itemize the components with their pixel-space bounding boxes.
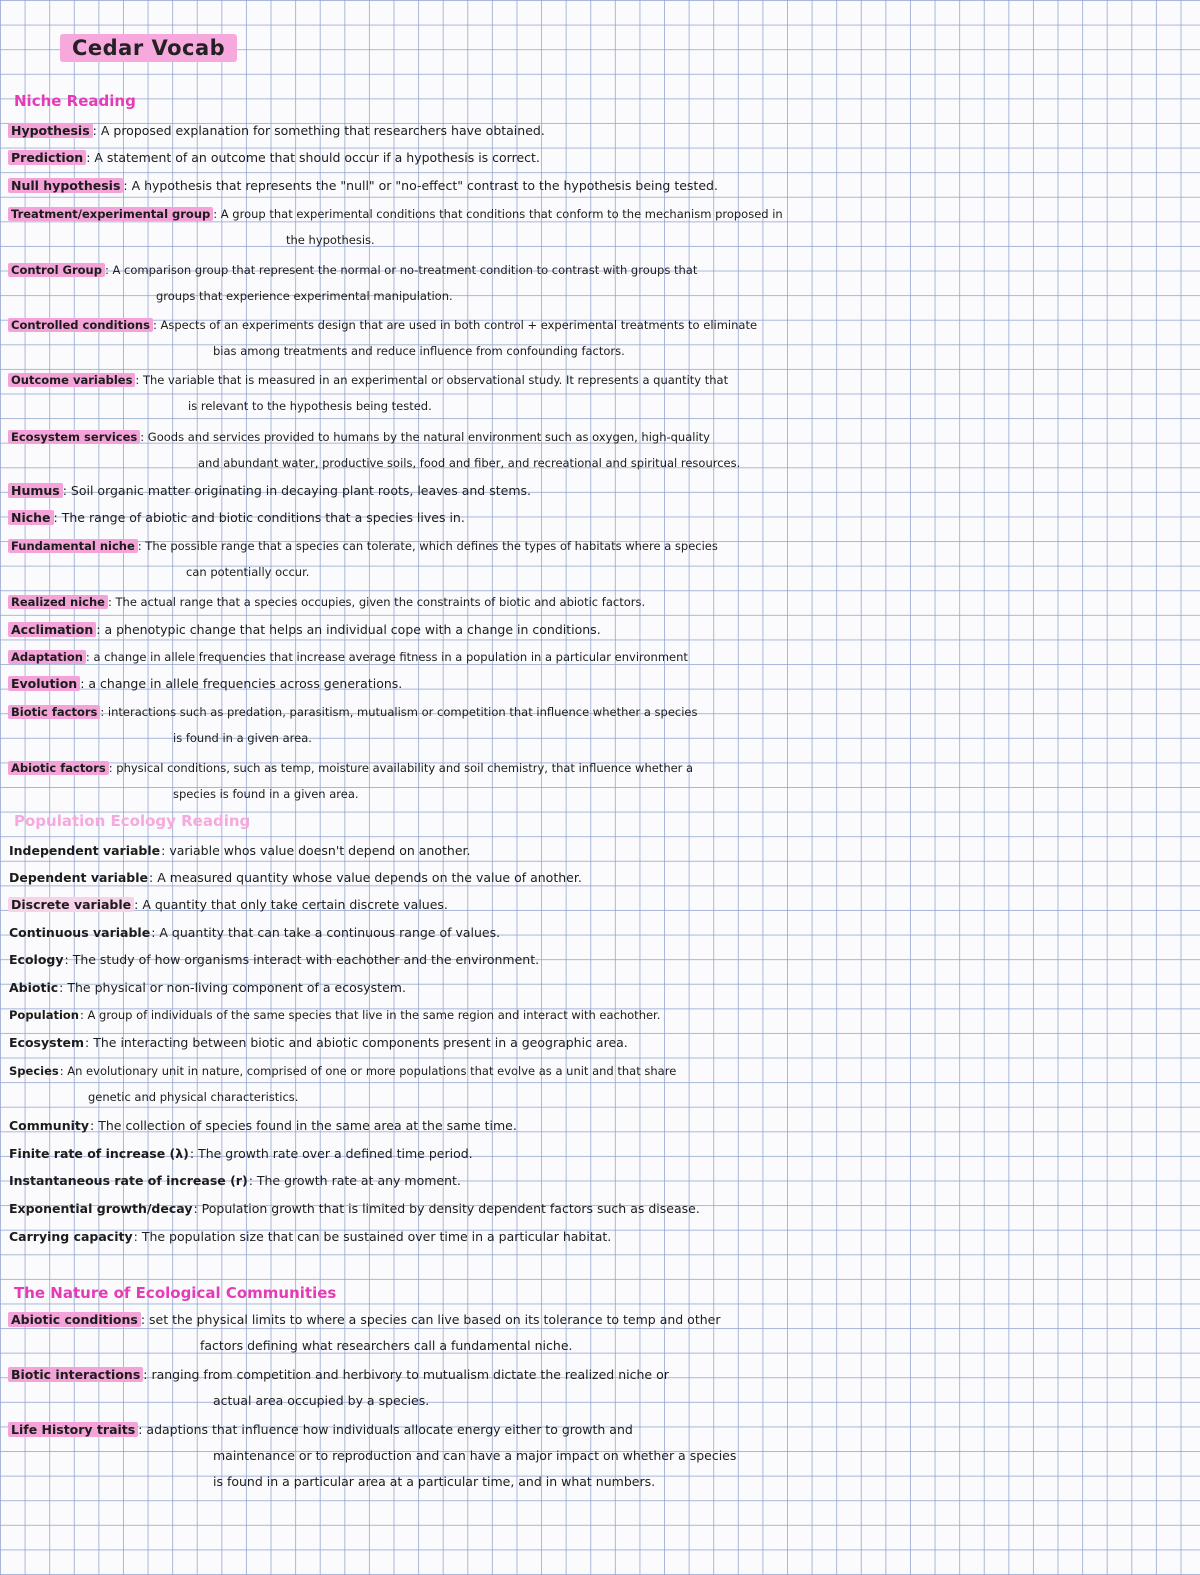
term: Niche [8,510,54,525]
term: Ecology [9,952,64,967]
entry-abiotic-factors: Abiotic factors : physical conditions, such as temp, moisture availability and soil chemistry, that influence whether a species is found in a given area. [8,755,1194,807]
entry-biotic-factors: Biotic factors : interactions such as predation, parasitism, mutualism or competition that influence whether a species is found in a given area. [8,699,1194,751]
definition: adaptions that influence how individuals allocate energy either to growth and [146,1422,633,1437]
definition: variable whos value doesn't depend on another. [169,843,471,858]
term: Ecosystem [9,1035,85,1050]
definition: physical conditions, such as temp, moisture availability and soil chemistry, that influence whether a [116,761,694,775]
definition: ranging from competition and herbivory to mutualism dictate the realized niche or [151,1367,669,1382]
definition: Aspects of an experiments design that are used in both control + experimental treatments to eliminate [160,318,758,332]
entry-humus: Humus : Soil organic matter originating in decaying plant roots, leaves and stems. [8,478,1194,504]
term: Control Group [8,263,105,277]
term: Population [9,1008,79,1022]
section-heading-population-ecology: Population Ecology Reading [14,812,251,830]
section-heading-ecological-communities: The Nature of Ecological Communities [14,1284,337,1302]
definition: The variable that is measured in an experimental or observational study. It represents a quantity that [142,373,729,387]
term: Abiotic [9,980,59,995]
entry-ecosystem: Ecosystem: The interacting between biotic and abiotic components present in a geographic area. [9,1035,628,1050]
entry-species: Species: An evolutionary unit in nature, comprised of one or more populations that evolve as a unit and that share genetic and physical characteristics. [8,1058,1194,1110]
entry-treatment-group: Treatment/experimental group : A group that experimental conditions that conditions that conform to the mechanism proposed in the hypothesis. [8,201,1194,253]
definition: An evolutionary unit in nature, comprised of one or more populations that evolve as a unit and that share [67,1064,677,1078]
definition: a phenotypic change that helps an individual cope with a change in conditions. [104,622,601,637]
entry-carrying-capacity: Carrying capacity: The population size that can be sustained over time in a particular habitat. [9,1229,612,1244]
page-title: Cedar Vocab [60,34,237,62]
definition-continued: genetic and physical characteristics. [88,1090,299,1104]
definition: The range of abiotic and biotic conditions that a species lives in. [61,510,465,525]
entry-fundamental-niche: Fundamental niche : The possible range that a species can tolerate, which defines the types of habitats where a species can potentially occur. [8,533,1194,585]
definition: The physical or non-living component of a ecosystem. [67,980,406,995]
entry-abiotic: Abiotic: The physical or non-living component of a ecosystem. [9,980,406,995]
definition: A quantity that can take a continuous range of values. [159,925,501,940]
definition: A comparison group that represent the normal or no-treatment condition to contrast with groups that [112,263,698,277]
term: Independent variable [9,843,161,858]
entry-evolution: Evolution : a change in allele frequencies across generations. [8,671,1194,697]
entry-exponential-growth-decay: Exponential growth/decay: Population growth that is limited by density dependent factors such as disease. [9,1201,700,1216]
definition: Goods and services provided to humans by the natural environment such as oxygen, high-quality [147,430,710,444]
term: Continuous variable [9,925,151,940]
term: Treatment/experimental group [8,207,213,221]
entry-continuous-variable: Continuous variable: A quantity that can take a continuous range of values. [9,925,501,940]
term: Ecosystem services [8,430,140,444]
term: Evolution [8,676,80,691]
entry-discrete-variable: Discrete variable : A quantity that only take certain discrete values. [8,892,1194,918]
entry-controlled-conditions: Controlled conditions : Aspects of an experiments design that are used in both control + experimental treatments to eliminate bias among treatments and reduce influence from confounding factors. [8,312,1194,364]
term: Finite rate of increase (λ) [9,1146,189,1161]
definition: The growth rate over a defined time period. [198,1146,473,1161]
definition-continued: is relevant to the hypothesis being tested. [188,399,432,413]
definition-continued: species is found in a given area. [173,787,359,801]
term: Community [9,1118,90,1133]
entry-realized-niche: Realized niche : The actual range that a species occupies, given the constraints of biotic and abiotic factors. [8,589,1194,615]
term: Humus [8,483,63,498]
entry-acclimation: Acclimation : a phenotypic change that helps an individual cope with a change in conditions. [8,617,1194,643]
entry-finite-rate-of-increase: Finite rate of increase (λ): The growth rate over a defined time period. [9,1146,473,1161]
entry-community: Community: The collection of species found in the same area at the same time. [9,1118,517,1133]
entry-prediction: Prediction : A statement of an outcome that should occur if a hypothesis is correct. [8,145,1194,171]
definition-continued: factors defining what researchers call a fundamental niche. [200,1338,573,1353]
definition: a change in allele frequencies that increase average fitness in a population in a particular environment [93,650,688,664]
term: Dependent variable [9,870,149,885]
entry-niche: Niche : The range of abiotic and biotic conditions that a species lives in. [8,505,1194,531]
term: Discrete variable [8,897,134,912]
definition: The actual range that a species occupies, given the constraints of biotic and abiotic factors. [115,595,646,609]
term: Hypothesis [8,123,93,138]
term: Instantaneous rate of increase (r) [9,1173,248,1188]
definition: Population growth that is limited by density dependent factors such as disease. [201,1201,700,1216]
term: Prediction [8,150,86,165]
definition: a change in allele frequencies across generations. [88,676,403,691]
term: Realized niche [8,595,108,609]
entry-control-group: Control Group : A comparison group that represent the normal or no-treatment condition to contrast with groups that groups that experience experimental manipulation. [8,257,1194,309]
entry-biotic-interactions: Biotic interactions : ranging from competition and herbivory to mutualism dictate the realized niche or actual area occupied by a species. [8,1362,1194,1414]
definition: The possible range that a species can tolerate, which defines the types of habitats where a species [145,539,718,553]
definition: A group of individuals of the same species that live in the same region and interact with eachother. [87,1008,661,1022]
definition: The interacting between biotic and abiotic components present in a geographic area. [93,1035,628,1050]
definition-continued: maintenance or to reproduction and can have a major impact on whether a species [213,1448,737,1463]
definition-continued: the hypothesis. [286,233,375,247]
section-heading-niche-reading: Niche Reading [14,92,136,110]
term: Life History traits [8,1422,138,1437]
definition: A quantity that only take certain discrete values. [142,897,448,912]
entry-null-hypothesis: Null hypothesis : A hypothesis that represents the "null" or "no-effect" contrast to the hypothesis being tested. [8,173,1194,199]
definition-continued: groups that experience experimental manipulation. [156,289,453,303]
definition-continued: is found in a given area. [173,731,312,745]
definition: A proposed explanation for something that researchers have obtained. [100,123,545,138]
definition: The collection of species found in the same area at the same time. [98,1118,517,1133]
term: Fundamental niche [8,539,138,553]
entry-dependent-variable: Dependent variable: A measured quantity whose value depends on the value of another. [9,870,582,885]
entry-adaptation: Adaptation : a change in allele frequencies that increase average fitness in a population in a particular environment [8,644,1194,670]
term: Biotic interactions [8,1367,143,1382]
definition: The study of how organisms interact with eachother and the environment. [72,952,540,967]
entry-instantaneous-rate: Instantaneous rate of increase (r): The growth rate at any moment. [9,1173,461,1188]
term: Adaptation [8,650,86,664]
definition: A measured quantity whose value depends on the value of another. [157,870,582,885]
definition: The population size that can be sustained over time in a particular habitat. [141,1229,612,1244]
definition: A statement of an outcome that should occur if a hypothesis is correct. [94,150,540,165]
definition: A hypothesis that represents the "null" or "no-effect" contrast to the hypothesis being tested. [131,178,718,193]
entry-life-history-traits: Life History traits : adaptions that influence how individuals allocate energy either to growth and maintenance or to reproduction and can have a major impact on whether a species is found in a particular area at a particular time, and in what numbers. [8,1417,1194,1495]
entry-ecosystem-services: Ecosystem services : Goods and services provided to humans by the natural environment such as oxygen, high-quality and abundant water, productive soils, food and fiber, and recreational and spiritual resources. [8,424,1194,476]
term: Outcome variables [8,373,135,387]
definition: interactions such as predation, parasitism, mutualism or competition that influence whether a species [107,705,698,719]
definition-continued: bias among treatments and reduce influence from confounding factors. [213,344,625,358]
entry-abiotic-conditions: Abiotic conditions : set the physical limits to where a species can live based on its tolerance to temp and other factors defining what researchers call a fundamental niche. [8,1307,1194,1359]
definition: The growth rate at any moment. [256,1173,461,1188]
definition-continued: and abundant water, productive soils, food and fiber, and recreational and spiritual resources. [198,456,741,470]
term: Acclimation [8,622,96,637]
definition-continued-2: is found in a particular area at a particular time, and in what numbers. [213,1474,656,1489]
definition: A group that experimental conditions that conditions that conform to the mechanism proposed in [220,207,783,221]
entry-population: Population: A group of individuals of the same species that live in the same region and interact with eachother. [9,1008,661,1022]
term: Controlled conditions [8,318,153,332]
entry-ecology: Ecology: The study of how organisms interact with eachother and the environment. [9,952,540,967]
term: Abiotic conditions [8,1312,141,1327]
term: Carrying capacity [9,1229,133,1244]
term: Biotic factors [8,705,100,719]
definition: Soil organic matter originating in decaying plant roots, leaves and stems. [70,483,531,498]
entry-hypothesis: Hypothesis : A proposed explanation for something that researchers have obtained. [8,118,1194,144]
definition: set the physical limits to where a species can live based on its tolerance to temp and other [149,1312,721,1327]
term: Species [9,1064,59,1078]
entry-outcome-variables: Outcome variables : The variable that is measured in an experimental or observational study. It represents a quantity that is relevant to the hypothesis being tested. [8,367,1194,419]
term: Null hypothesis [8,178,123,193]
definition-continued: can potentially occur. [186,565,310,579]
definition-continued: actual area occupied by a species. [213,1393,430,1408]
entry-independent-variable: Independent variable: variable whos value doesn't depend on another. [9,843,471,858]
term: Abiotic factors [8,761,109,775]
term: Exponential growth/decay [9,1201,193,1216]
